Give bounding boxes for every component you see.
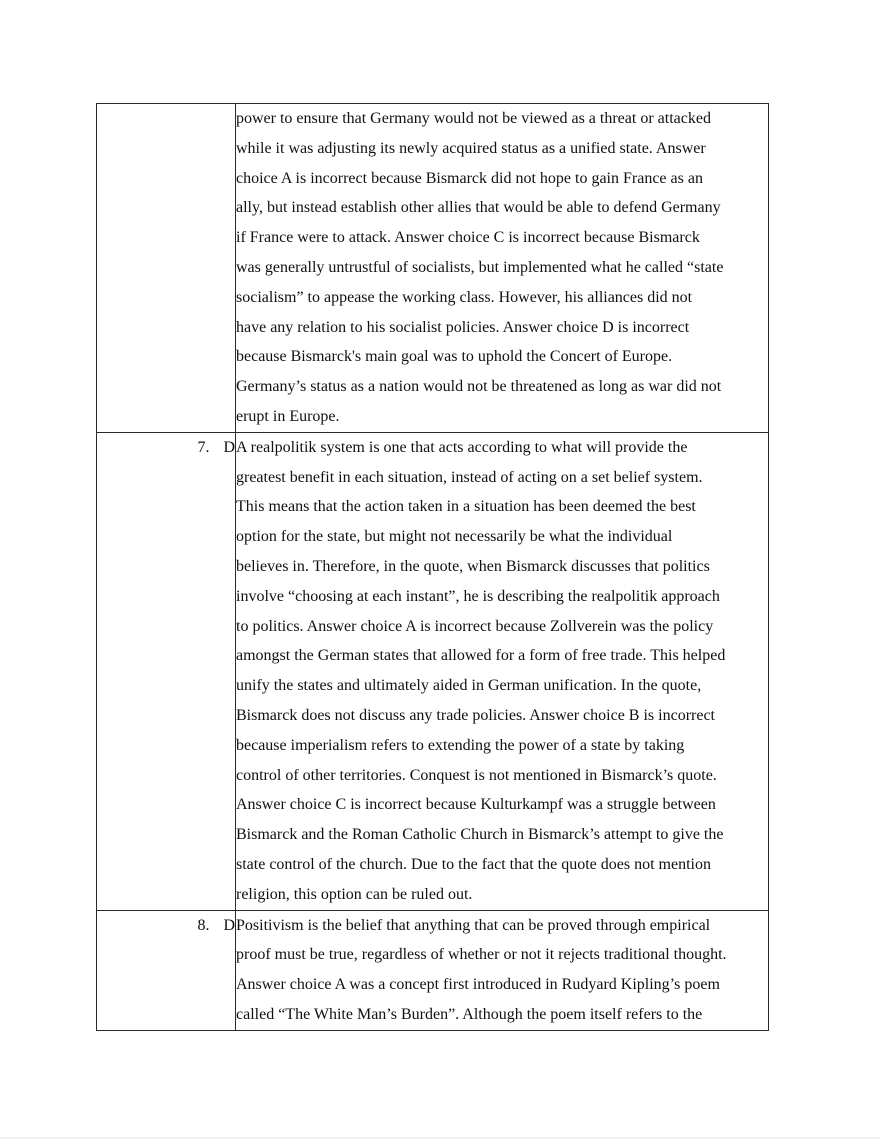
explanation-cell bbox=[236, 910, 769, 1030]
explanation-line: Bismarck does not discuss any trade policies. Answer choice B is incorrect bbox=[236, 706, 715, 724]
table-row bbox=[97, 432, 769, 910]
explanation-line: Answer choice A was a concept first introduced in Rudyard Kipling’s poem bbox=[236, 976, 720, 994]
explanation-line: because Bismarck's main goal was to uphold the Concert of Europe. bbox=[236, 348, 673, 366]
explanation-line: state control of the church. Due to the fact that the quote does not mention bbox=[236, 855, 711, 873]
question-number: 8. bbox=[197, 916, 210, 934]
explanation-line: Bismarck and the Roman Catholic Church in Bismarck’s attempt to give the bbox=[236, 826, 724, 844]
explanation-line: This means that the action taken in a situation has been deemed the best bbox=[236, 498, 696, 516]
explanation-line: amongst the German states that allowed for a form of free trade. This helped bbox=[236, 647, 726, 665]
explanation-line: Positivism is the belief that anything that can be proved through empirical bbox=[236, 916, 711, 934]
answer-explanation-table bbox=[96, 103, 769, 1031]
explanation-line: choice A is incorrect because Bismarck did not hope to gain France as an bbox=[236, 169, 703, 187]
explanation-line: control of other territories. Conquest is not mentioned in Bismarck’s quote. bbox=[236, 766, 717, 784]
explanation-line: if France were to attack. Answer choice C is incorrect because Bismarck bbox=[236, 229, 700, 247]
explanation-line: ally, but instead establish other allies that would be able to defend Germany bbox=[236, 199, 721, 217]
explanation-line: to politics. Answer choice A is incorrect because Zollverein was the policy bbox=[236, 617, 714, 635]
answer-letter: D bbox=[223, 916, 235, 934]
explanation-cell bbox=[236, 104, 769, 433]
explanation-line: involve “choosing at each instant”, he is describing the realpolitik approach bbox=[236, 587, 720, 605]
explanation-line: proof must be true, regardless of whether or not it rejects traditional thought. bbox=[236, 946, 727, 964]
answer-letter: D bbox=[223, 438, 235, 456]
explanation-line: religion, this option can be ruled out. bbox=[236, 885, 473, 903]
question-number: 7. bbox=[197, 438, 210, 456]
explanation-line: while it was adjusting its newly acquired status as a unified state. Answer bbox=[236, 139, 706, 157]
explanation-line: was generally untrustful of socialists, but implemented what he called “state bbox=[236, 258, 724, 276]
explanation-line: option for the state, but might not necessarily be what the individual bbox=[236, 528, 673, 546]
question-number-cell bbox=[97, 104, 236, 433]
question-number-cell bbox=[97, 910, 236, 1030]
explanation-line: believes in. Therefore, in the quote, when Bismarck discusses that politics bbox=[236, 557, 710, 575]
explanation-line: Answer choice C is incorrect because Kulturkampf was a struggle between bbox=[236, 796, 716, 814]
explanation-line: socialism” to appease the working class. However, his alliances did not bbox=[236, 288, 693, 306]
explanation-line: unify the states and ultimately aided in German unification. In the quote, bbox=[236, 677, 702, 695]
table-row bbox=[97, 104, 769, 433]
explanation-line: have any relation to his socialist policies. Answer choice D is incorrect bbox=[236, 318, 690, 336]
explanation-line: greatest benefit in each situation, instead of acting on a set belief system. bbox=[236, 468, 703, 486]
explanation-cell bbox=[236, 432, 769, 910]
explanation-line: called “The White Man’s Burden”. Although the poem itself refers to the bbox=[236, 1005, 703, 1023]
explanation-line: power to ensure that Germany would not be viewed as a threat or attacked bbox=[236, 110, 711, 127]
explanation-line: because imperialism refers to extending the power of a state by taking bbox=[236, 736, 685, 754]
table-row bbox=[97, 910, 769, 1030]
question-number-cell bbox=[97, 432, 236, 910]
explanation-line: A realpolitik system is one that acts according to what will provide the bbox=[236, 438, 688, 456]
explanation-line: Germany’s status as a nation would not be threatened as long as war did not bbox=[236, 378, 722, 396]
explanation-line: erupt in Europe. bbox=[236, 407, 340, 425]
